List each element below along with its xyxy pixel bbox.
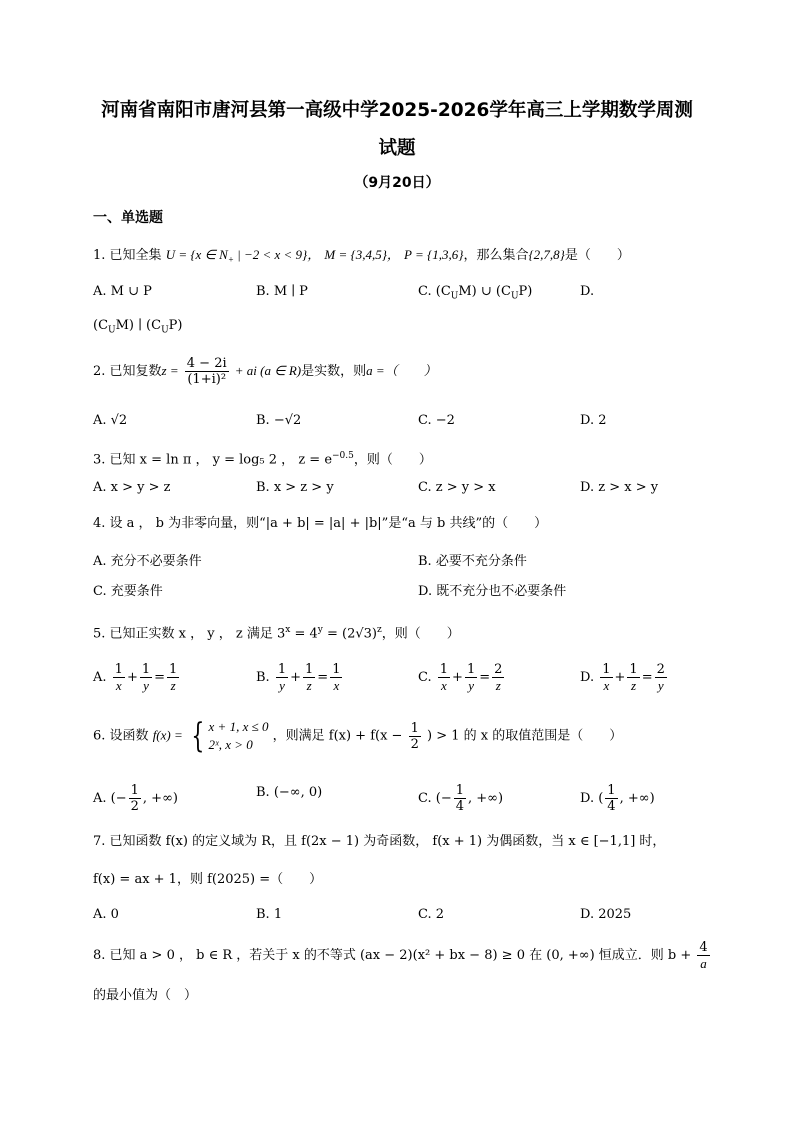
question-4-option-b: B. 必要不充分条件 (418, 554, 527, 569)
question-1-option-c: C. $(C_UM)$ ∪ $(C_UP)$ (418, 284, 533, 302)
option-label: C. (− (418, 791, 452, 806)
fraction: $\frac{1}{z}$ (629, 662, 638, 693)
fraction: $\frac{1}{x}$ (114, 662, 123, 693)
fraction: $\frac{1}{z}$ (169, 662, 178, 693)
question-6-option-c (418, 783, 503, 814)
question-4-option-c: C. 充要条件 (93, 584, 163, 599)
exam-title-line1: 河南省南阳市唐河县第一高级中学2025-2026学年高三上学期数学周测 (101, 100, 693, 121)
question-1-stem: 1. 已知全集 U = {x ∈ $N_+$ | −2 < x < 9}， M = {3,4,5}， P = {1,3,6}，那么集合{2,7,8}是（ ） (93, 247, 630, 265)
option-label: D. (580, 670, 599, 685)
operator: = (317, 670, 329, 685)
question-2-option-c: C. −2 (418, 413, 455, 428)
operator: + (126, 670, 138, 685)
brace-symbol: { (191, 716, 205, 756)
fraction: $\frac{1}{z}$ (305, 662, 314, 693)
section-heading: 一、单选题 (93, 210, 163, 226)
question-7-option-d: D. 2025 (580, 907, 632, 922)
question-5-option-d (580, 662, 669, 693)
option-label: B. (−∞, 0) (256, 785, 323, 800)
operator: + (452, 670, 463, 685)
question-6-option-b (256, 783, 322, 803)
operator: = (641, 670, 653, 685)
question-7-stem-line2: f(x) = ax + 1，则 f(2025) =（ ） (93, 872, 323, 887)
option-tail: , +∞) (619, 791, 655, 806)
question-7-stem-line1: 7. 已知函数 f(x) 的定义域为 R，且 f(2x − 1) 为奇函数， f(x + 1) 为偶函数，当 x ∈ [−1,1] 时， (93, 834, 666, 849)
fraction: $\frac{1}{2}$ (410, 720, 419, 752)
question-3-option-d: D. z > x > y (580, 480, 659, 495)
fraction: $\frac{1}{x}$ (602, 662, 611, 693)
question-1-option-d: $(C_UM)$ ∣ $(C_UP)$ (93, 318, 183, 336)
fraction: $\frac{1}{y}$ (277, 662, 287, 693)
option-label: D. ( (580, 791, 604, 806)
question-2-option-b: B. −√2 (256, 413, 302, 428)
question-5-stem: 5. 已知正实数 x ， y ， z 满足 $3^x = 4^y = (2√3)^z$，则（ ） (93, 625, 460, 642)
question-7-option-a: A. 0 (93, 907, 119, 922)
question-1-option-a: A. M ∪ P (93, 284, 152, 299)
fraction: $\frac{1}{x}$ (439, 662, 449, 693)
question-1-option-b: B. M ∣ P (256, 284, 308, 299)
question-5-option-b (256, 662, 344, 693)
fraction: $\frac{1}{4}$ (455, 783, 464, 814)
operator: = (154, 670, 166, 685)
fraction: $\frac{1}{y}$ (466, 662, 476, 693)
question-4-stem: 4. 设 a ， b 为非零向量，则“|a + b| = |a| + |b|”是“a 与 b 共线”的（ ） (93, 516, 548, 531)
fraction: $\frac{1}{2}$ (130, 783, 139, 814)
option-label: B. (256, 670, 274, 685)
question-3-option-b: B. x > z > y (256, 480, 334, 495)
fraction: $\frac{1}{x}$ (332, 662, 341, 693)
question-2-option-a: A. √2 (93, 413, 128, 428)
option-tail: , +∞) (142, 791, 178, 806)
fraction: $\frac{1}{y}$ (141, 662, 151, 693)
question-3-option-a: A. x > y > z (93, 480, 171, 495)
question-2-option-d: D. 2 (580, 413, 607, 428)
fraction: $\frac{2}{y}$ (656, 662, 665, 693)
question-5-option-c (418, 662, 506, 693)
question-7-option-c: C. 2 (418, 907, 445, 922)
question-3-option-c: C. z > y > x (418, 480, 496, 495)
fraction: $\frac{1}{4}$ (607, 783, 616, 814)
option-label: A. (93, 670, 111, 685)
operator: + (614, 670, 626, 685)
question-6-option-a (93, 783, 178, 814)
question-8-stem-line2: 的最小值为（ ） (93, 988, 198, 1003)
piecewise-cases: x + 1, x ≤ 0 2ˣ, x > 0 (208, 719, 269, 752)
question-2-stem: 2. 已知复数z = $\frac{4 - 2i}{\text{(1+i)²}}$ + ai (a ∈ R)是实数，则a =（ ） (93, 356, 437, 387)
fraction: $\frac{4}{a}$ (699, 940, 708, 971)
question-4-option-a: A. 充分不必要条件 (93, 554, 202, 569)
option-tail: , +∞) (468, 791, 504, 806)
option-label: A. (− (93, 791, 127, 806)
question-6-option-d (580, 783, 655, 814)
fraction: $\frac{2}{z}$ (494, 662, 503, 693)
question-5-option-a (93, 662, 181, 693)
question-7-option-b: B. 1 (256, 907, 283, 922)
exam-date: （9月20日） (354, 175, 440, 191)
question-1-option-d-label: D. (580, 284, 595, 299)
question-6-stem: 6. 设函数 f(x) = { x + 1, x ≤ 0 2ˣ, x > 0 ，则满足 f(x) + f(x − $\frac{1}{2}$ ) > 1 的 x 的取值范围是（ ） (93, 716, 623, 756)
question-8-stem-line1: 8. 已知 a > 0 ， b ∈ R ，若关于 x 的不等式 (ax − 2)(x² + bx − 8) ≥ 0 在 (0, +∞) 恒成立．则 b + $\frac{4}{a}$ (93, 940, 708, 971)
operator: + (290, 670, 302, 685)
operator: = (479, 670, 491, 685)
fraction: $\frac{4 - 2i}{\text{(1+i)²}}$ (186, 356, 227, 387)
exam-title-line2: 试题 (378, 138, 416, 159)
question-4-option-d: D. 既不充分也不必要条件 (418, 584, 567, 599)
option-label: C. (418, 670, 436, 685)
question-3-stem: 3. 已知 x = ln π ， y = log₅ 2 ， $z = e^{-0.5}$，则（ ） (93, 451, 432, 468)
